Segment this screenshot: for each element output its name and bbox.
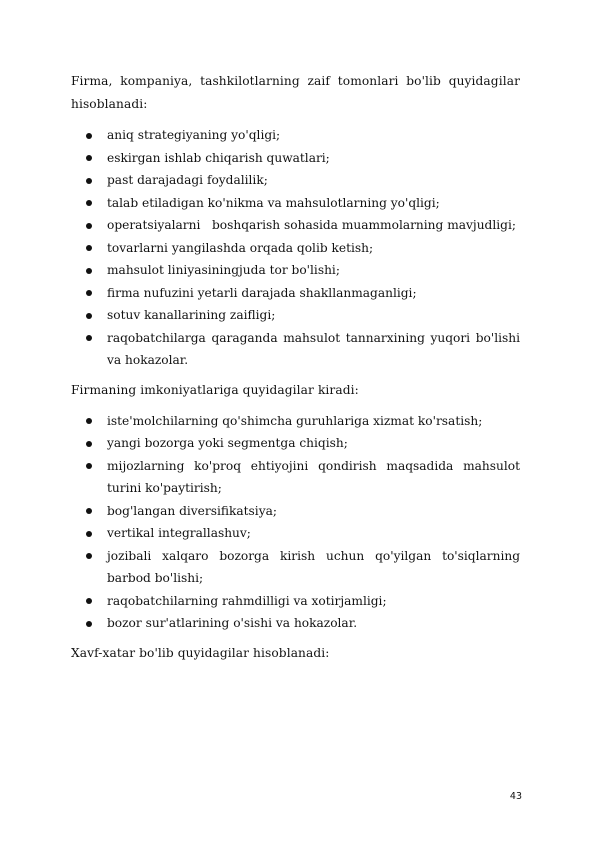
list-item: yangi bozorga yoki segmentga chiqish; [71, 432, 520, 455]
list-item: raqobatchilarning rahmdilligi va xotirjamligi; [71, 590, 520, 613]
bullet-icon [86, 313, 92, 319]
list-item: mijozlarning ko'proq ehtiyojini qondirish maqsadida mahsulot turini ko'paytirish; [71, 455, 520, 500]
intro-paragraph [71, 70, 520, 116]
bullet-icon [86, 463, 92, 469]
bullet-icon [86, 598, 92, 604]
bullet-icon [86, 268, 92, 274]
bullet-icon [86, 553, 92, 559]
page-number: 43 [509, 791, 522, 802]
intro-line-1: Firma, kompaniya, tashkilotlarning zaif tomonlari bo'lib quyidagilar [71, 74, 520, 88]
bullet-icon [86, 223, 92, 229]
list-item: operatsiyalarni boshqarish sohasida muammolarning mavjudligi; [71, 214, 520, 237]
threats-heading: Xavf-xatar bo'lib quyidagilar hisoblanadi: [71, 645, 330, 660]
list-item: firma nufuzini yetarli darajada shakllanmaganligi; [71, 282, 520, 305]
bullet-icon [86, 178, 92, 184]
list-item: past darajadagi foydalilik; [71, 169, 520, 192]
bullet-icon [86, 155, 92, 161]
list-item: sotuv kanallarining zaifligi; [71, 304, 520, 327]
intro-line-2: hisoblanadi: [71, 97, 148, 111]
bullet-icon [86, 531, 92, 537]
bullet-icon [86, 290, 92, 296]
bullet-icon [86, 418, 92, 424]
list-item: bozor sur'atlarining o'sishi va hokazolar. [71, 612, 520, 635]
list-item: vertikal integrallashuv; [71, 522, 520, 545]
bullet-icon [86, 441, 92, 447]
document-body [71, 70, 520, 673]
bullet-icon [86, 621, 92, 627]
bullet-icon [86, 335, 92, 341]
bullet-icon [86, 200, 92, 206]
list-item: talab etiladigan ko'nikma va mahsulotlarning yo'qligi; [71, 192, 520, 215]
list-item: bog'langan diversifikatsiya; [71, 500, 520, 523]
list-item: iste'molchilarning qo'shimcha guruhlariga xizmat ko'rsatish; [71, 410, 520, 433]
bullet-icon [86, 133, 92, 139]
bullet-icon [86, 245, 92, 251]
opportunities-list [71, 410, 520, 635]
bullet-icon [86, 508, 92, 514]
opportunities-heading: Firmaning imkoniyatlariga quyidagilar kiradi: [71, 382, 359, 397]
list-item: aniq strategiyaning yo'qligi; [71, 124, 520, 147]
list-item: eskirgan ishlab chiqarish quwatlari; [71, 147, 520, 170]
list-item: jozibali xalqaro bozorga kirish uchun qo'yilgan to'siqlarning barbod bo'lishi; [71, 545, 520, 590]
list-item: raqobatchilarga qaraganda mahsulot tannarxining yuqori bo'lishi va hokazolar. [71, 327, 520, 372]
list-item: tovarlarni yangilashda orqada qolib ketish; [71, 237, 520, 260]
weaknesses-list [71, 124, 520, 372]
list-item: mahsulot liniyasiningjuda tor bo'lishi; [71, 259, 520, 282]
